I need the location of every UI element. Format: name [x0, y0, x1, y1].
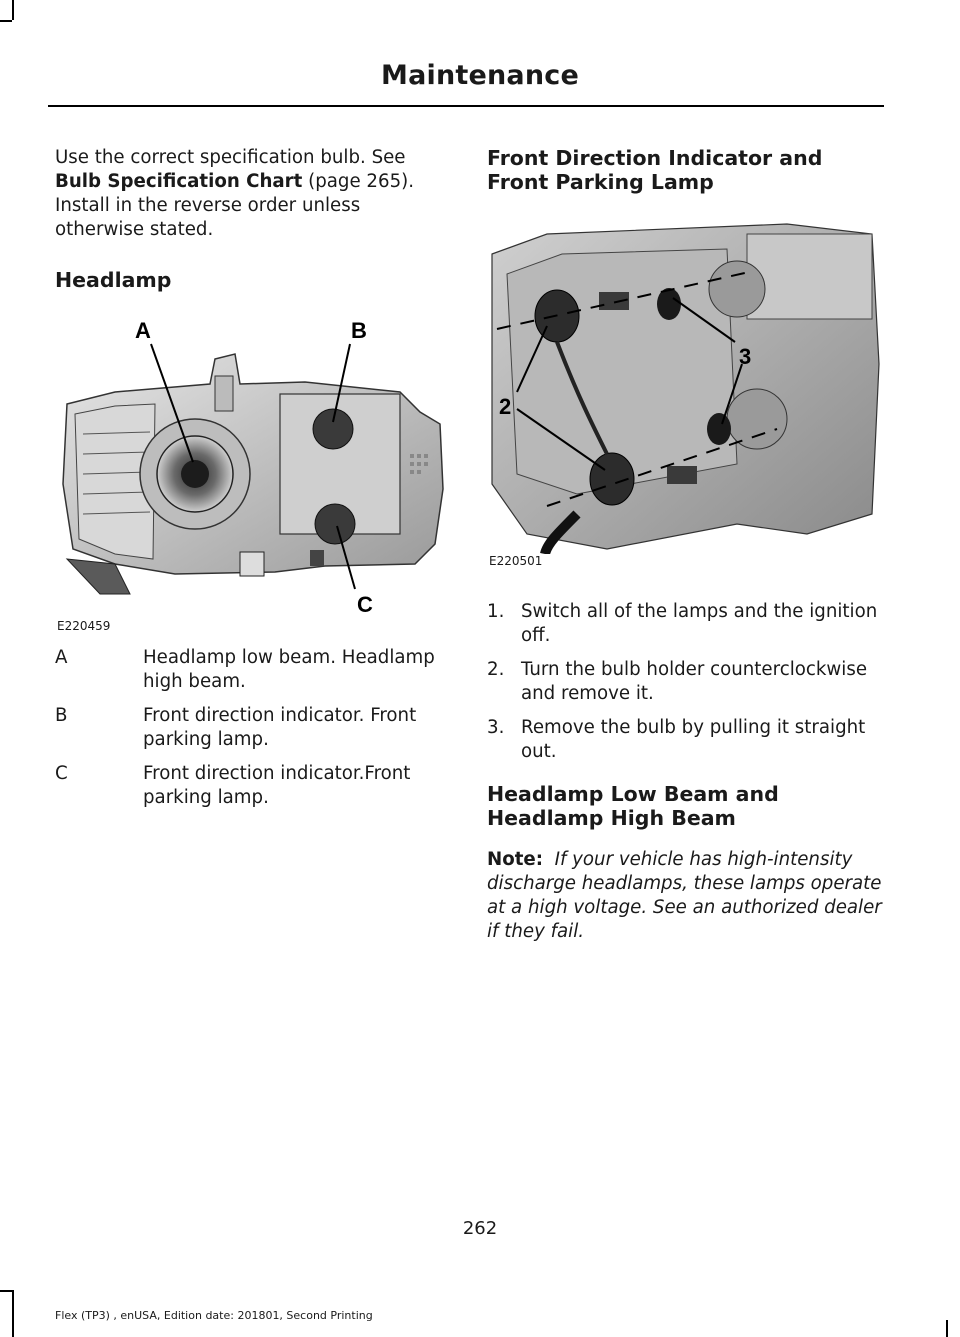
list-item: [487, 600, 882, 648]
crop-mark: [12, 1290, 14, 1337]
legend-row: [55, 704, 450, 752]
intro-text: (page 265). Install in the reverse order unless otherwise stated.: [55, 171, 415, 240]
crop-mark: [946, 1320, 948, 1337]
section-heading-front-indicator: Front Direction Indicator and Front Parking Lamp: [487, 146, 823, 194]
crop-mark: [0, 20, 12, 22]
bulb-spec-chart-link[interactable]: Bulb Specification Chart: [55, 171, 303, 192]
legend-key: B: [55, 705, 68, 726]
callout-3: 3: [739, 344, 752, 369]
legend-key: A: [55, 647, 68, 668]
callout-c: C: [357, 592, 373, 617]
callout-a: A: [135, 318, 151, 343]
footer-text: Flex (TP3) , enUSA, Edition date: 201801, Second Printing: [55, 1309, 373, 1322]
note-paragraph: [487, 848, 882, 944]
crop-mark: [12, 0, 14, 20]
note-text: If your vehicle has high-intensity discharge headlamps, these lamps operate at a high voltage. See an authorized dealer if they fail.: [487, 849, 882, 942]
callout-b: B: [351, 318, 367, 343]
front-indicator-figure: [487, 214, 882, 574]
front-indicator-steps: [487, 600, 882, 764]
list-item: [487, 658, 882, 706]
step-text: Remove the bulb by pulling it straight out.: [521, 717, 866, 762]
legend-key: C: [55, 763, 68, 784]
legend-value: Front direction indicator. Front parking lamp.: [143, 705, 417, 750]
section-heading-low-high-beam: Headlamp Low Beam and Headlamp High Beam: [487, 782, 779, 830]
note-label: Note:: [487, 849, 544, 870]
page-title: Maintenance: [381, 60, 579, 91]
step-number: 3.: [487, 717, 505, 738]
right-column: [487, 146, 882, 944]
callout-2: 2: [499, 394, 512, 419]
front-indicator-illustration: [487, 214, 882, 554]
headlamp-illustration: [55, 314, 450, 624]
legend-row: [55, 646, 450, 694]
intro-text: Use the correct specification bulb. See: [55, 147, 406, 168]
left-column: [55, 146, 450, 820]
step-number: 1.: [487, 601, 505, 622]
step-text: Turn the bulb holder counterclockwise and remove it.: [521, 659, 868, 704]
figure-code: E220459: [57, 619, 111, 633]
crop-mark: [0, 1290, 12, 1292]
section-heading-headlamp: Headlamp: [55, 268, 172, 292]
figure-code: E220501: [489, 554, 543, 568]
headlamp-figure: [55, 314, 450, 634]
legend-value: Headlamp low beam. Headlamp high beam.: [143, 647, 435, 692]
headlamp-legend: [55, 646, 450, 810]
step-number: 2.: [487, 659, 505, 680]
intro-paragraph: [55, 146, 450, 242]
legend-value: Front direction indicator.Front parking lamp.: [143, 763, 411, 808]
header-rule: [48, 105, 884, 107]
list-item: [487, 716, 882, 764]
step-text: Switch all of the lamps and the ignition off.: [521, 601, 878, 646]
page-number: 262: [462, 1218, 498, 1239]
legend-row: [55, 762, 450, 810]
